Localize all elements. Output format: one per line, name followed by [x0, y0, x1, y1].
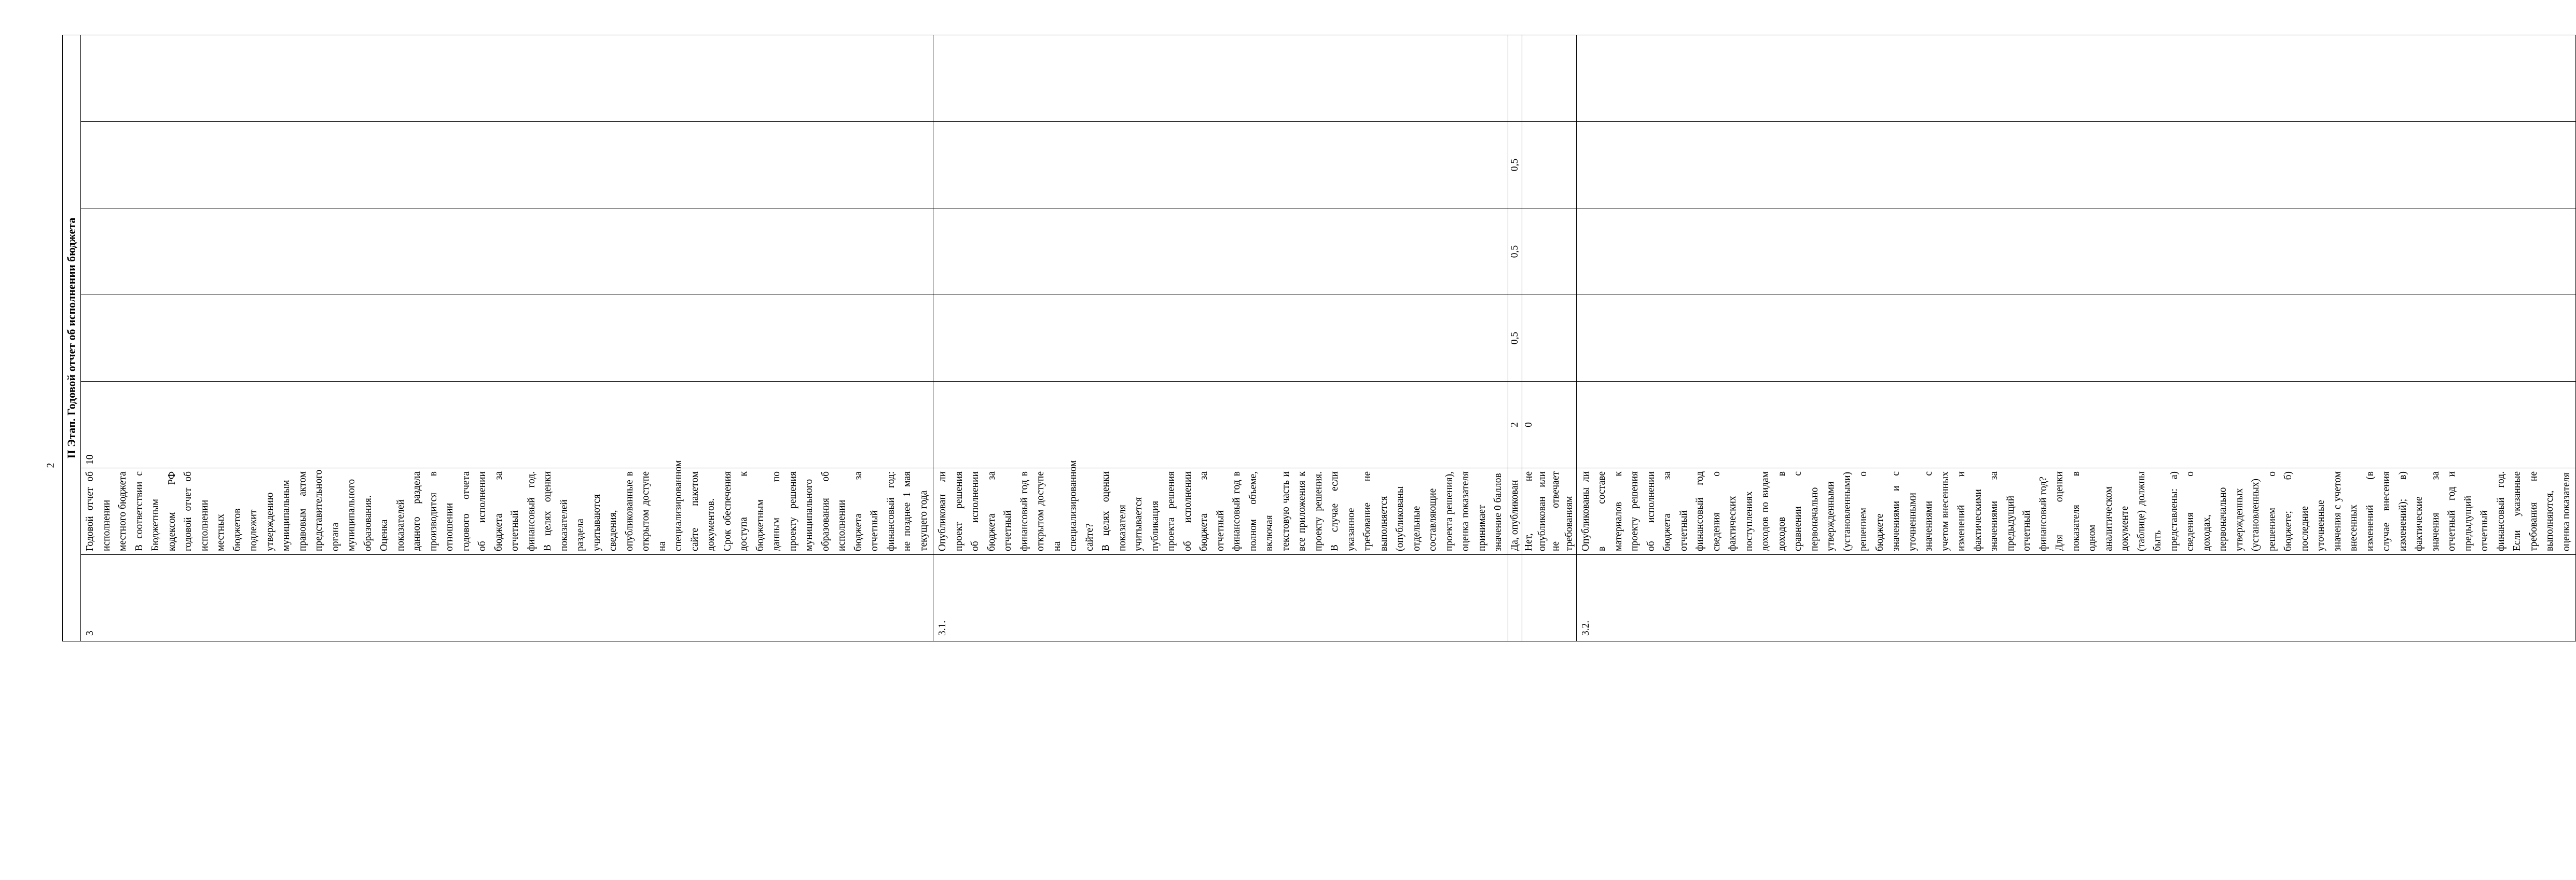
table-row — [81, 35, 933, 641]
score-max: 2 — [1508, 382, 1522, 468]
score-max: 10 — [81, 382, 933, 468]
paragraph: Годовой отчет об исполнении местного бюджета — [85, 471, 128, 551]
paragraph: Опубликован ли проект решения об исполнении бюджета за отчетный финансовый год в открытом доступе на специализированном сайте? — [937, 460, 1095, 551]
row-description — [1576, 468, 2576, 555]
paragraph: Оценка показателей данного раздела производится в отношении годового отчета об исполнении бюджета за отчетный финансовый год. В целях оценки показателей раздела учитываются сведения, опубликованные в открытом доступе на специализированном сайте пакетом документов. — [379, 460, 717, 551]
score-col-4: 0,5 — [1508, 122, 1522, 208]
row-description — [81, 460, 933, 555]
row-number: 3.1. — [933, 555, 1508, 641]
score-max: 0 — [1522, 382, 1576, 468]
paragraph: Срок обеспечения доступа к бюджетным данным по проекту решения муниципального образования об исполнении бюджета за отчетный финансовый год: не позднее 1 мая текущего года — [722, 471, 929, 551]
stage-header-row — [63, 35, 81, 641]
score-col-2: 0,5 — [1508, 295, 1522, 382]
score-col-3 — [1576, 208, 2576, 295]
answer-option: Нет, не опубликован или не отвечает требованиям — [1522, 468, 1576, 555]
score-col-5 — [1522, 35, 1576, 122]
score-col-4 — [81, 122, 933, 208]
score-col-5 — [933, 35, 1508, 122]
row-description — [933, 460, 1508, 555]
row-number — [1508, 555, 1522, 641]
score-col-2 — [1522, 295, 1576, 382]
row-number: 3.2. — [1576, 555, 2576, 641]
score-col-4 — [1522, 122, 1576, 208]
table-row — [1508, 35, 1522, 641]
score-col-5 — [81, 35, 933, 122]
score-max — [933, 382, 1508, 468]
score-col-3 — [933, 208, 1508, 295]
score-col-4 — [933, 122, 1508, 208]
paragraph: В соответствии с Бюджетным кодексом РФ годовой отчет об исполнении местных бюджетов подлежит утверждению муниципальным правовым актом представительного органа муниципального образования. — [133, 469, 374, 551]
page-number: 2 — [45, 463, 57, 468]
score-col-3 — [1522, 208, 1576, 295]
score-col-2 — [81, 295, 933, 382]
paragraph: Опубликованы ли в составе материалов к проекту решения об исполнении бюджета за отчетный финансовый год сведения о фактических поступлениях доходов по видам доходов в сравнении с первоначально утвержденными (установленными) решением о бюджете значениями и с уточненными значениями с учетом внесенных изменений и фактическими значениями за предыдущий отчетный финансовый год? — [1580, 471, 2049, 551]
score-col-4 — [1576, 122, 2576, 208]
score-col-3 — [81, 208, 933, 295]
document-sheet — [62, 35, 2572, 641]
paragraph: В целях оценки показателя учитывается публикация проекта решения об исполнении бюджета за отчетный финансовый год в полном объеме, включая текстовую часть и все приложения к проекту решения. В случае если указанное требование не выполняется (опубликованы отдельные составляющие проекта решения), оценка показателя принимает значение 0 баллов — [1100, 471, 1504, 551]
row-number — [1522, 555, 1576, 641]
score-max — [1576, 382, 2576, 468]
table-row — [1522, 35, 1576, 641]
table-row — [1576, 35, 2576, 641]
evaluation-table — [62, 35, 2576, 641]
stage-title: II Этап. Годовой отчет об исполнении бюджета — [63, 35, 81, 641]
table-row — [933, 35, 1508, 641]
row-number: 3 — [81, 555, 933, 641]
score-col-5 — [1508, 35, 1522, 122]
score-col-5 — [1576, 35, 2576, 122]
score-col-3: 0,5 — [1508, 208, 1522, 295]
score-col-2 — [1576, 295, 2576, 382]
score-col-2 — [933, 295, 1508, 382]
answer-option: Да, опубликован — [1508, 468, 1522, 555]
paragraph: Для оценки показателя в одном аналитическом документе (таблице) должны быть представлены: а) сведения о доходах, первоначально утвержденных (установленных) решением о бюджете; б) последние уточненные значения с учетом внесенных изменений (в случае внесения изменений); в) фактические значения за отчетный год и предыдущий отчетный финансовый год. Если указанные требования не выполняются, оценка показателя — [2054, 471, 2572, 551]
